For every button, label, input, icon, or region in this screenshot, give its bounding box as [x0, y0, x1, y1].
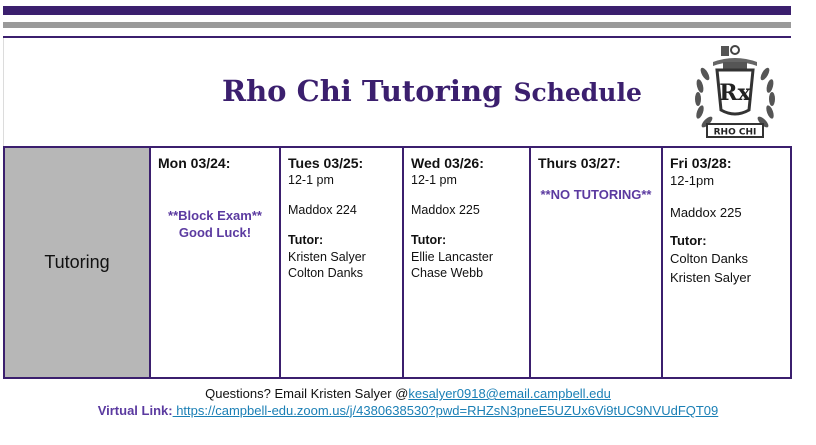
- virtual-link[interactable]: https://campbell-edu.zoom.us/j/4380638530?pwd=RHZsN3pneE5UZUx6Vi9tUC9NVUdFQT09: [172, 402, 719, 418]
- row-label: Tutoring: [44, 252, 110, 272]
- day-cell-tue: [281, 148, 404, 377]
- schedule-table: [3, 146, 792, 379]
- logo-monogram: Rx: [719, 80, 751, 106]
- page-edge: [3, 38, 4, 146]
- day-cell-wed: [404, 148, 531, 377]
- logo-banner-text: RHO CHI: [713, 127, 757, 138]
- footer-questions: [0, 386, 816, 403]
- footer-virtual: [0, 403, 816, 420]
- tutor-name: Colton Danks: [288, 265, 364, 280]
- session-time: 12-1 pm: [411, 172, 457, 187]
- day-note: [158, 207, 272, 242]
- title-main: Rho Chi Tutoring: [222, 74, 503, 108]
- session-location: Maddox 224: [288, 203, 357, 218]
- day-heading: Mon 03/24:: [158, 155, 231, 171]
- day-heading: Thurs 03/27:: [538, 155, 621, 171]
- note-line: **Block Exam**: [168, 207, 262, 223]
- session-location: Maddox 225: [670, 204, 742, 220]
- rho-chi-logo: [685, 44, 785, 142]
- day-heading: Fri 03/28:: [670, 155, 732, 171]
- session-location: Maddox 225: [411, 203, 480, 218]
- day-cell-fri: [663, 148, 794, 377]
- note-line: Good Luck!: [178, 225, 252, 241]
- tutor-name: Kristen Salyer: [288, 249, 366, 264]
- day-note: [538, 186, 654, 204]
- row-label-cell: [5, 148, 151, 377]
- note-line: **NO TUTORING**: [540, 186, 652, 202]
- session-time: 12-1pm: [670, 172, 715, 188]
- questions-text: Questions? Email Kristen Salyer @: [205, 386, 409, 401]
- tutor-label: Tutor:: [670, 233, 707, 249]
- header-bar-purple: [3, 6, 791, 15]
- session-time: 12-1 pm: [288, 172, 334, 187]
- day-heading: Wed 03/26:: [411, 155, 484, 171]
- tutor-label: Tutor:: [411, 233, 447, 248]
- day-cell-mon: [151, 148, 281, 377]
- page-title: [222, 74, 642, 106]
- title-sub: Schedule: [513, 78, 642, 107]
- day-heading: Tues 03/25:: [288, 155, 364, 171]
- tutor-name: Colton Danks: [670, 251, 749, 267]
- tutor-label: Tutor:: [288, 233, 324, 248]
- header-bar-thin: [3, 36, 791, 38]
- tutor-name: Kristen Salyer: [670, 269, 751, 285]
- tutor-name: Chase Webb: [411, 265, 484, 280]
- tutor-name: Ellie Lancaster: [411, 249, 493, 264]
- header-bar-gray: [3, 22, 791, 28]
- day-cell-thu: [531, 148, 663, 377]
- virtual-link-label: Virtual Link:: [97, 402, 173, 418]
- footer: [0, 386, 816, 420]
- email-link[interactable]: kesalyer0918@email.campbell.edu: [408, 386, 611, 401]
